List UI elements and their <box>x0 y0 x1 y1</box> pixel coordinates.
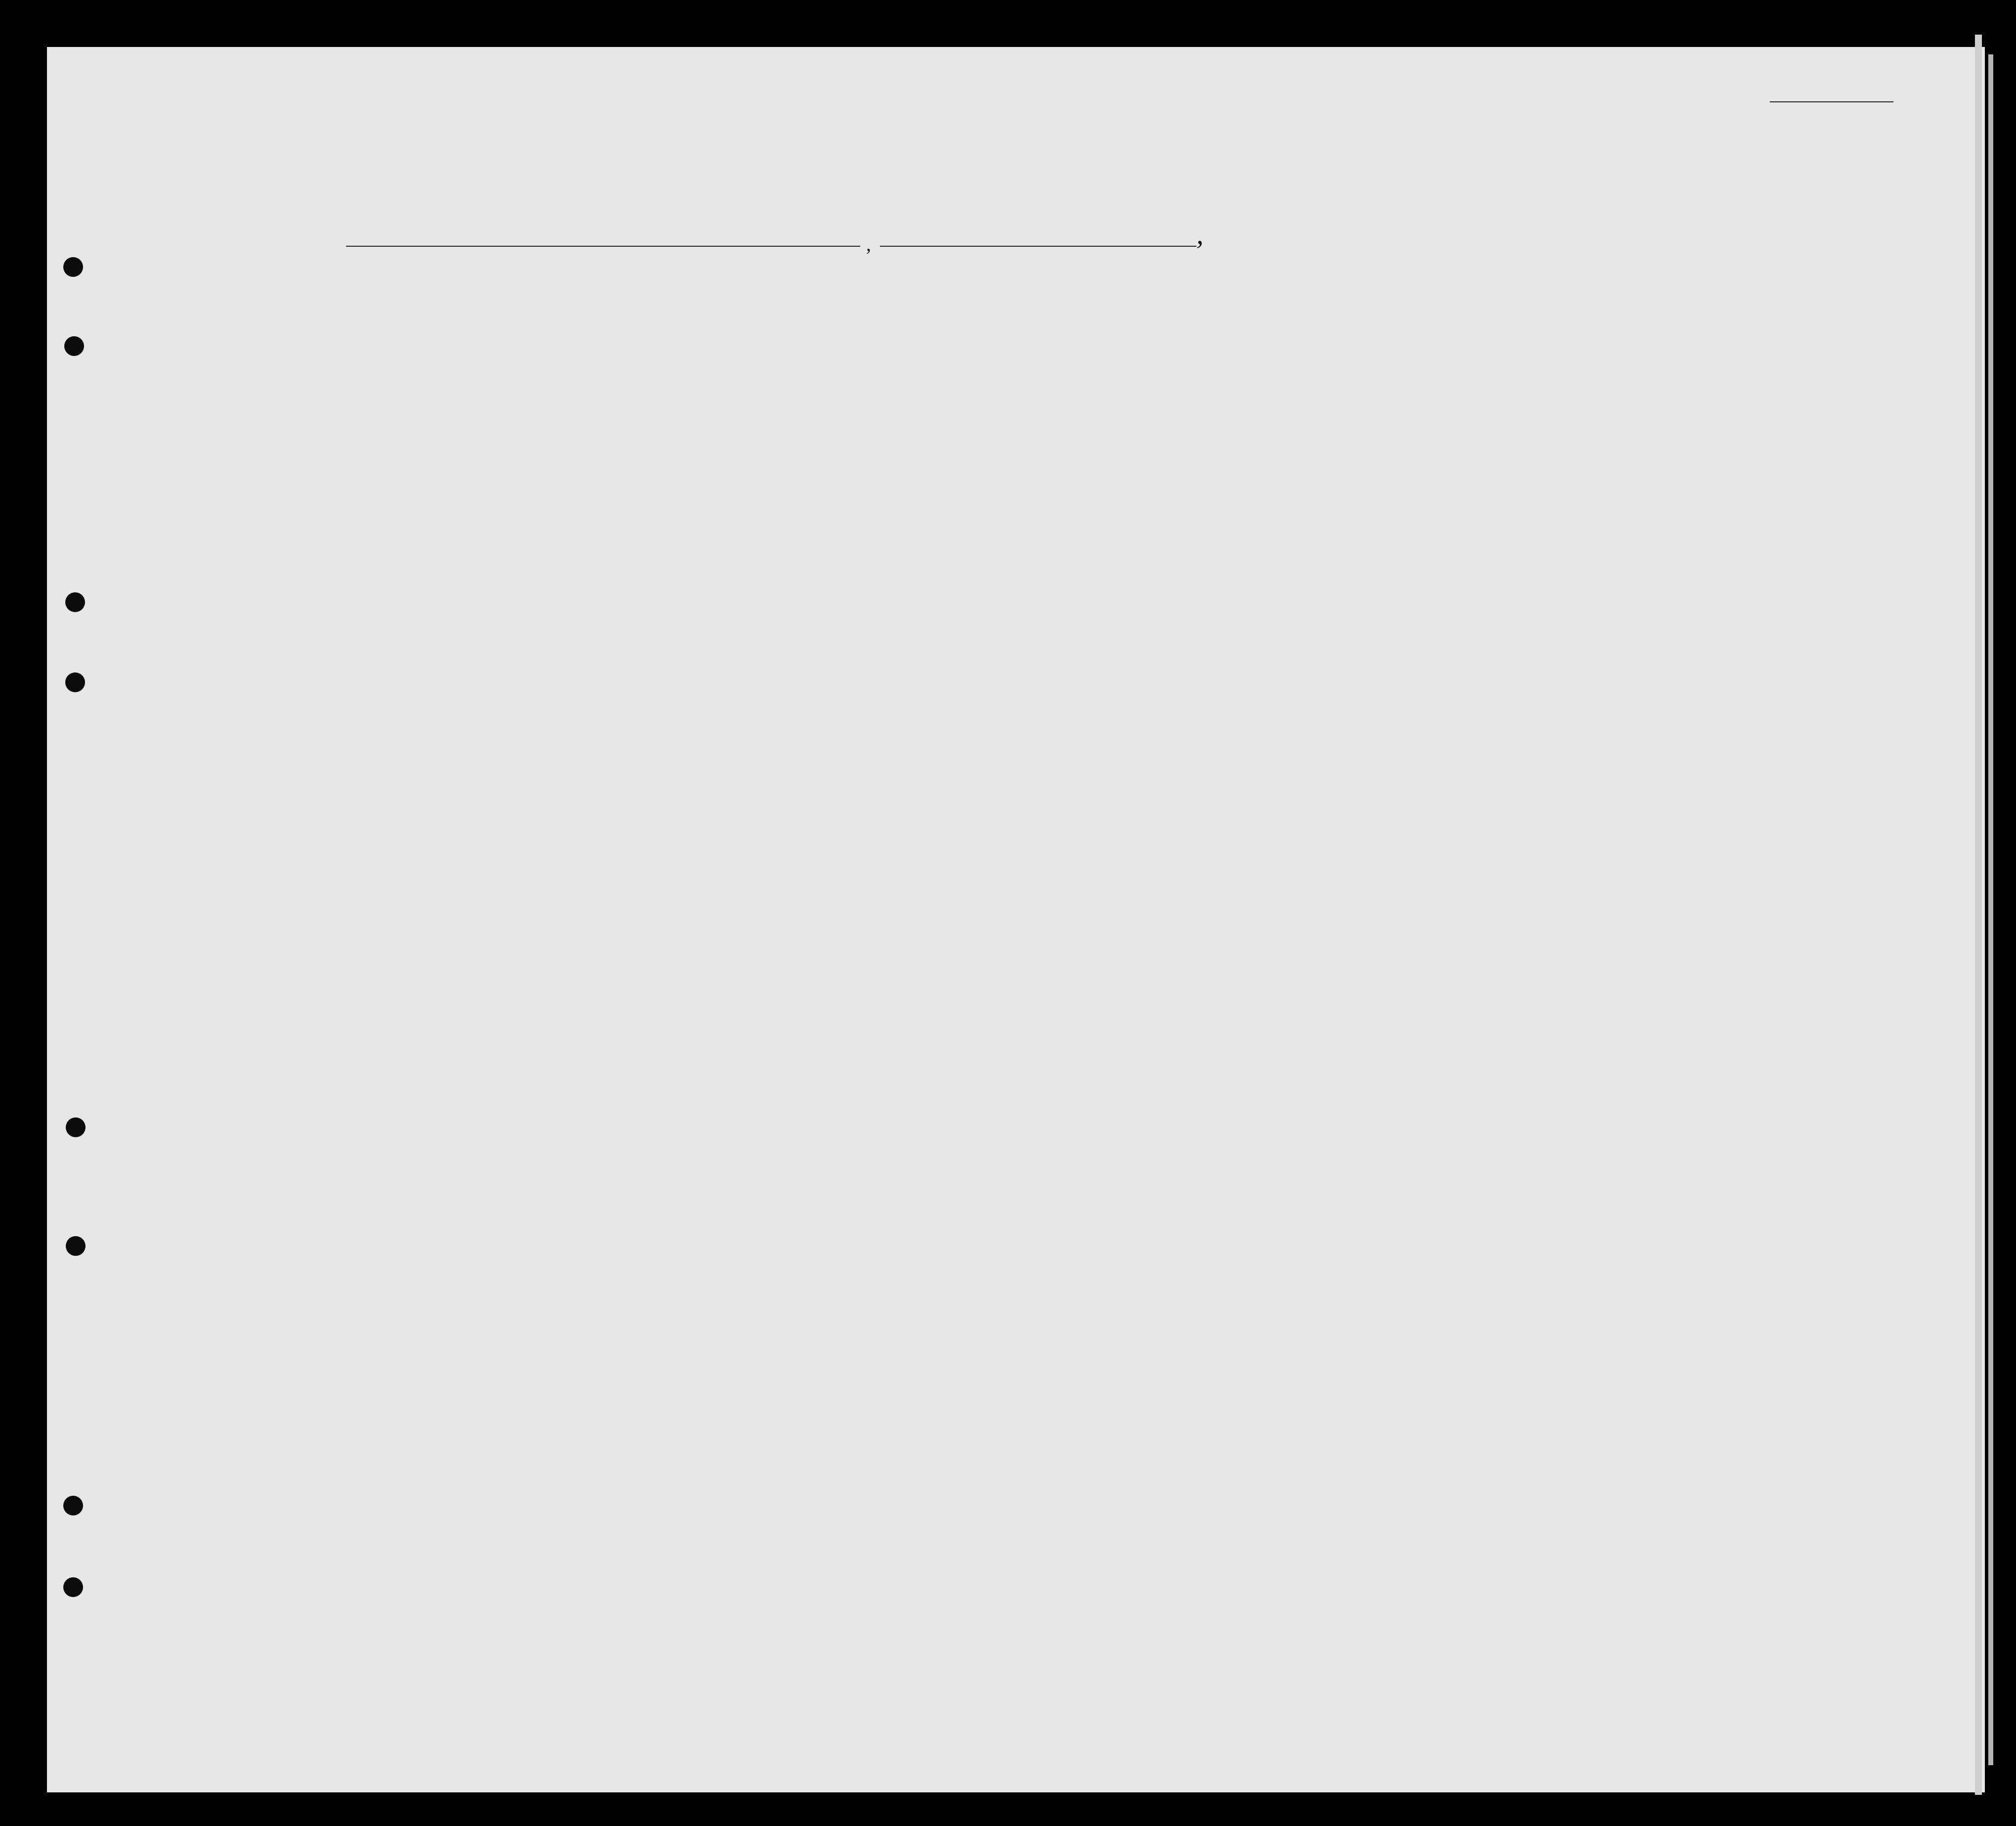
punch-hole <box>64 336 84 356</box>
head-deported <box>1465 309 1503 438</box>
head-overthrow <box>1373 309 1424 438</box>
punch-hole <box>66 1117 86 1137</box>
head-money <box>710 309 738 438</box>
head-polygamist <box>1330 309 1350 438</box>
page-edge <box>1988 54 1993 1765</box>
head-prison <box>1303 309 1328 438</box>
manifest-sheet <box>47 47 1985 1792</box>
punch-hole <box>66 1236 86 1256</box>
list-line <box>1770 101 1893 102</box>
date-comma: , <box>866 233 871 255</box>
punch-hole <box>65 592 85 612</box>
year-comma: , <box>1196 218 1204 250</box>
date-line <box>880 246 1196 247</box>
punch-hole <box>63 257 83 277</box>
head-ticket <box>586 309 614 438</box>
page-edge <box>1975 35 1982 1795</box>
head-purpose-length <box>1179 326 1248 438</box>
head-inches <box>1648 366 1674 435</box>
head-purpose-citizen <box>1251 326 1300 438</box>
head-feet <box>1622 366 1647 435</box>
head-offer <box>1426 309 1463 438</box>
punch-hole <box>63 1577 83 1597</box>
punch-hole <box>63 1496 83 1515</box>
punch-hole <box>65 672 85 692</box>
head-purpose-return <box>1137 321 1178 438</box>
port-line <box>346 246 860 247</box>
head-anarchist <box>1352 309 1371 438</box>
